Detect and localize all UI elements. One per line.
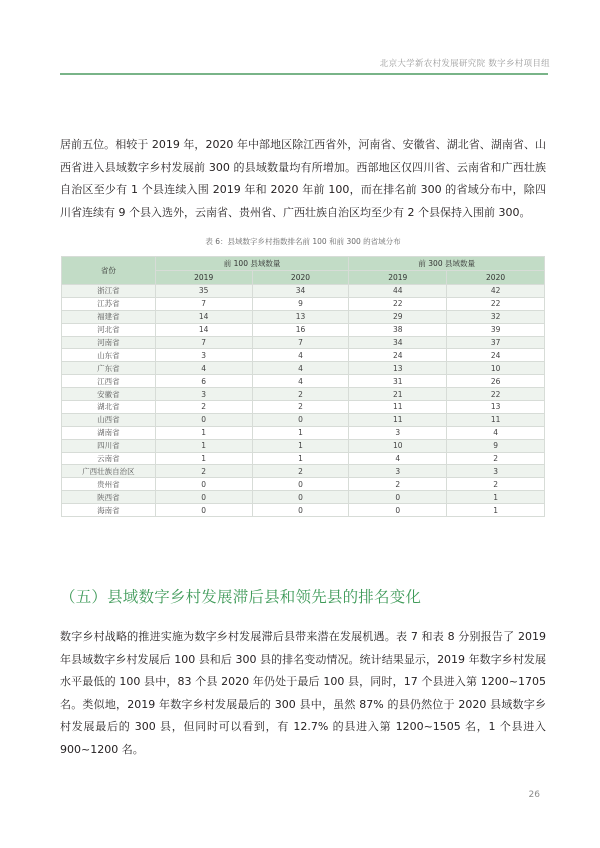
table-row	[62, 285, 545, 298]
table-row	[62, 388, 545, 401]
cell-t100-2019: 3	[155, 349, 252, 362]
cell-t100-2019: 1	[155, 426, 252, 439]
cell-province: 江苏省	[62, 297, 156, 310]
cell-province: 山西省	[62, 413, 156, 426]
table-row	[62, 401, 545, 414]
cell-t300-2020: 32	[447, 310, 545, 323]
column-header-top100-2020: 2020	[252, 271, 349, 285]
cell-province: 广西壮族自治区	[62, 465, 156, 478]
cell-province: 湖北省	[62, 401, 156, 414]
column-group-top300: 前 300 县域数量	[349, 257, 545, 271]
cell-t100-2019: 3	[155, 388, 252, 401]
cell-t300-2019: 24	[349, 349, 447, 362]
cell-t300-2020: 1	[447, 504, 545, 517]
table-row	[62, 310, 545, 323]
cell-t300-2020: 2	[447, 478, 545, 491]
table-row	[62, 452, 545, 465]
column-header-top300-2020: 2020	[447, 271, 545, 285]
cell-province: 四川省	[62, 439, 156, 452]
cell-t100-2020: 4	[252, 349, 349, 362]
cell-t300-2020: 10	[447, 362, 545, 375]
table-row	[62, 478, 545, 491]
column-header-top100-2019: 2019	[155, 271, 252, 285]
cell-t100-2019: 2	[155, 465, 252, 478]
cell-province: 贵州省	[62, 478, 156, 491]
cell-t100-2020: 0	[252, 491, 349, 504]
table-body	[62, 285, 545, 517]
cell-t100-2019: 4	[155, 362, 252, 375]
table-row	[62, 426, 545, 439]
table-row	[62, 336, 545, 349]
table-row	[62, 465, 545, 478]
province-distribution-table	[61, 256, 545, 517]
cell-t300-2019: 22	[349, 297, 447, 310]
cell-t300-2020: 9	[447, 439, 545, 452]
cell-t100-2020: 1	[252, 426, 349, 439]
cell-province: 江西省	[62, 375, 156, 388]
cell-t300-2020: 2	[447, 452, 545, 465]
cell-province: 湖南省	[62, 426, 156, 439]
cell-t100-2020: 1	[252, 439, 349, 452]
cell-t300-2020: 1	[447, 491, 545, 504]
table-row	[62, 439, 545, 452]
cell-t300-2019: 3	[349, 426, 447, 439]
cell-t300-2020: 42	[447, 285, 545, 298]
cell-t100-2020: 0	[252, 478, 349, 491]
cell-t300-2019: 11	[349, 413, 447, 426]
column-header-top300-2019: 2019	[349, 271, 447, 285]
cell-t300-2019: 0	[349, 491, 447, 504]
cell-t300-2019: 2	[349, 478, 447, 491]
cell-t100-2019: 2	[155, 401, 252, 414]
cell-t300-2019: 44	[349, 285, 447, 298]
header-divider	[60, 73, 548, 75]
cell-t100-2020: 0	[252, 504, 349, 517]
section-title: （五）县域数字乡村发展滞后县和领先县的排名变化	[60, 588, 422, 606]
cell-t300-2020: 37	[447, 336, 545, 349]
cell-t100-2020: 4	[252, 362, 349, 375]
table-row	[62, 323, 545, 336]
cell-t300-2019: 11	[349, 401, 447, 414]
cell-t100-2019: 14	[155, 310, 252, 323]
cell-t100-2019: 0	[155, 491, 252, 504]
cell-province: 浙江省	[62, 285, 156, 298]
cell-t100-2019: 7	[155, 297, 252, 310]
table-row	[62, 297, 545, 310]
cell-t100-2020: 4	[252, 375, 349, 388]
table-caption: 表 6：县域数字乡村指数排名前 100 和前 300 的省域分布	[205, 237, 401, 246]
cell-province: 河北省	[62, 323, 156, 336]
cell-province: 陕西省	[62, 491, 156, 504]
cell-province: 云南省	[62, 452, 156, 465]
cell-t100-2019: 6	[155, 375, 252, 388]
cell-t100-2019: 14	[155, 323, 252, 336]
cell-t100-2020: 13	[252, 310, 349, 323]
cell-t300-2019: 0	[349, 504, 447, 517]
column-group-top100: 前 100 县域数量	[155, 257, 349, 271]
cell-t300-2019: 38	[349, 323, 447, 336]
cell-t100-2019: 0	[155, 478, 252, 491]
cell-t300-2019: 34	[349, 336, 447, 349]
cell-province: 福建省	[62, 310, 156, 323]
cell-t100-2020: 2	[252, 388, 349, 401]
cell-t300-2019: 10	[349, 439, 447, 452]
body-paragraph-2: 数字乡村战略的推进实施为数字乡村发展滞后县带来潜在发展机遇。表 7 和表 8 分别报告了 2019 年县域数字乡村发展后 100 县和后 300 县的排名变动情况。统计结果显示，2019 年数字乡村发展水平最低的 100 县中，83 个县 2020 年仍处于最后 100 县，同时，17 个县进入第 1200~1705 名。类似地，2019 年数字乡村发展最后的 300 县中，虽然 87% 的县仍然位于 2020 县域数字乡村发展最后的 300 县，但同时可以看到，有 12.7% 的县进入第 1200~1505 名，1 个县进入 900~1200 名。	[60, 630, 546, 756]
cell-province: 河南省	[62, 336, 156, 349]
cell-t300-2019: 3	[349, 465, 447, 478]
page-number: 26	[528, 790, 540, 800]
body-paragraph-1: 居前五位。相较于 2019 年，2020 年中部地区除江西省外，河南省、安徽省、湖北省、湖南省、山西省进入县域数字乡村发展前 300 的县域数量均有所增加。西部地区仅四川省、云南省和广西壮族自治区至少有 1 个县连续入围 2019 年和 2020 年前 100，而在排名前 300 的省域分布中，除四川省连续有 9 个县入选外，云南省、贵州省、广西壮族自治区均至少有 2 个县保持入围前 300。	[60, 138, 546, 219]
cell-t300-2020: 22	[447, 388, 545, 401]
table-row	[62, 413, 545, 426]
cell-t100-2020: 1	[252, 452, 349, 465]
cell-t100-2019: 1	[155, 439, 252, 452]
table-row	[62, 504, 545, 517]
cell-t100-2020: 9	[252, 297, 349, 310]
cell-t100-2019: 0	[155, 413, 252, 426]
cell-t100-2020: 2	[252, 465, 349, 478]
table-row	[62, 362, 545, 375]
cell-t100-2019: 7	[155, 336, 252, 349]
cell-t100-2020: 34	[252, 285, 349, 298]
table-row	[62, 349, 545, 362]
cell-province: 安徽省	[62, 388, 156, 401]
cell-t100-2020: 2	[252, 401, 349, 414]
cell-province: 广东省	[62, 362, 156, 375]
cell-province: 海南省	[62, 504, 156, 517]
cell-t300-2020: 4	[447, 426, 545, 439]
cell-t300-2019: 21	[349, 388, 447, 401]
cell-t100-2019: 0	[155, 504, 252, 517]
header-org-text: 北京大学新农村发展研究院 数字乡村项目组	[379, 59, 550, 69]
cell-t300-2020: 26	[447, 375, 545, 388]
cell-t300-2020: 13	[447, 401, 545, 414]
cell-t300-2019: 31	[349, 375, 447, 388]
cell-t300-2019: 4	[349, 452, 447, 465]
cell-t300-2020: 11	[447, 413, 545, 426]
cell-province: 山东省	[62, 349, 156, 362]
cell-t100-2020: 7	[252, 336, 349, 349]
cell-t300-2019: 13	[349, 362, 447, 375]
table-row	[62, 491, 545, 504]
cell-t300-2019: 29	[349, 310, 447, 323]
table-row	[62, 375, 545, 388]
cell-t100-2019: 35	[155, 285, 252, 298]
cell-t300-2020: 22	[447, 297, 545, 310]
cell-t100-2020: 16	[252, 323, 349, 336]
cell-t300-2020: 3	[447, 465, 545, 478]
column-header-province: 省份	[62, 257, 156, 285]
cell-t300-2020: 24	[447, 349, 545, 362]
cell-t100-2019: 1	[155, 452, 252, 465]
cell-t300-2020: 39	[447, 323, 545, 336]
cell-t100-2020: 0	[252, 413, 349, 426]
